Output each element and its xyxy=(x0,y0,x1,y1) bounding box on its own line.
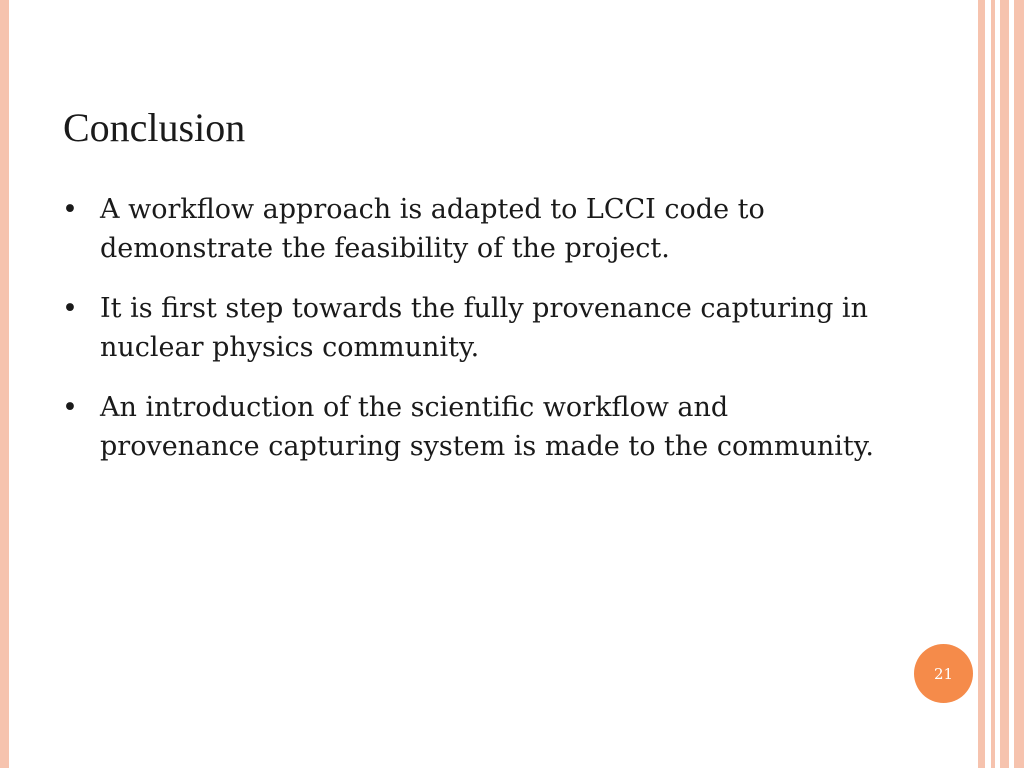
page-number-badge: 21 xyxy=(914,644,973,703)
bullet-item: • It is first step towards the fully provenance capturing in nuclear physics community. xyxy=(62,289,892,367)
right-border-stripe xyxy=(978,0,985,768)
right-border-stripe xyxy=(991,0,995,768)
bullet-item: • A workflow approach is adapted to LCCI code to demonstrate the feasibility of the project. xyxy=(62,190,892,268)
slide-title: Conclusion xyxy=(63,105,246,150)
right-border-stripe xyxy=(1000,0,1009,768)
bullet-list xyxy=(62,190,892,487)
bullet-item: • An introduction of the scientific workflow and provenance capturing system is made to the community. xyxy=(62,388,892,466)
right-border-stripe xyxy=(1014,0,1024,768)
left-border-decoration xyxy=(0,0,9,768)
